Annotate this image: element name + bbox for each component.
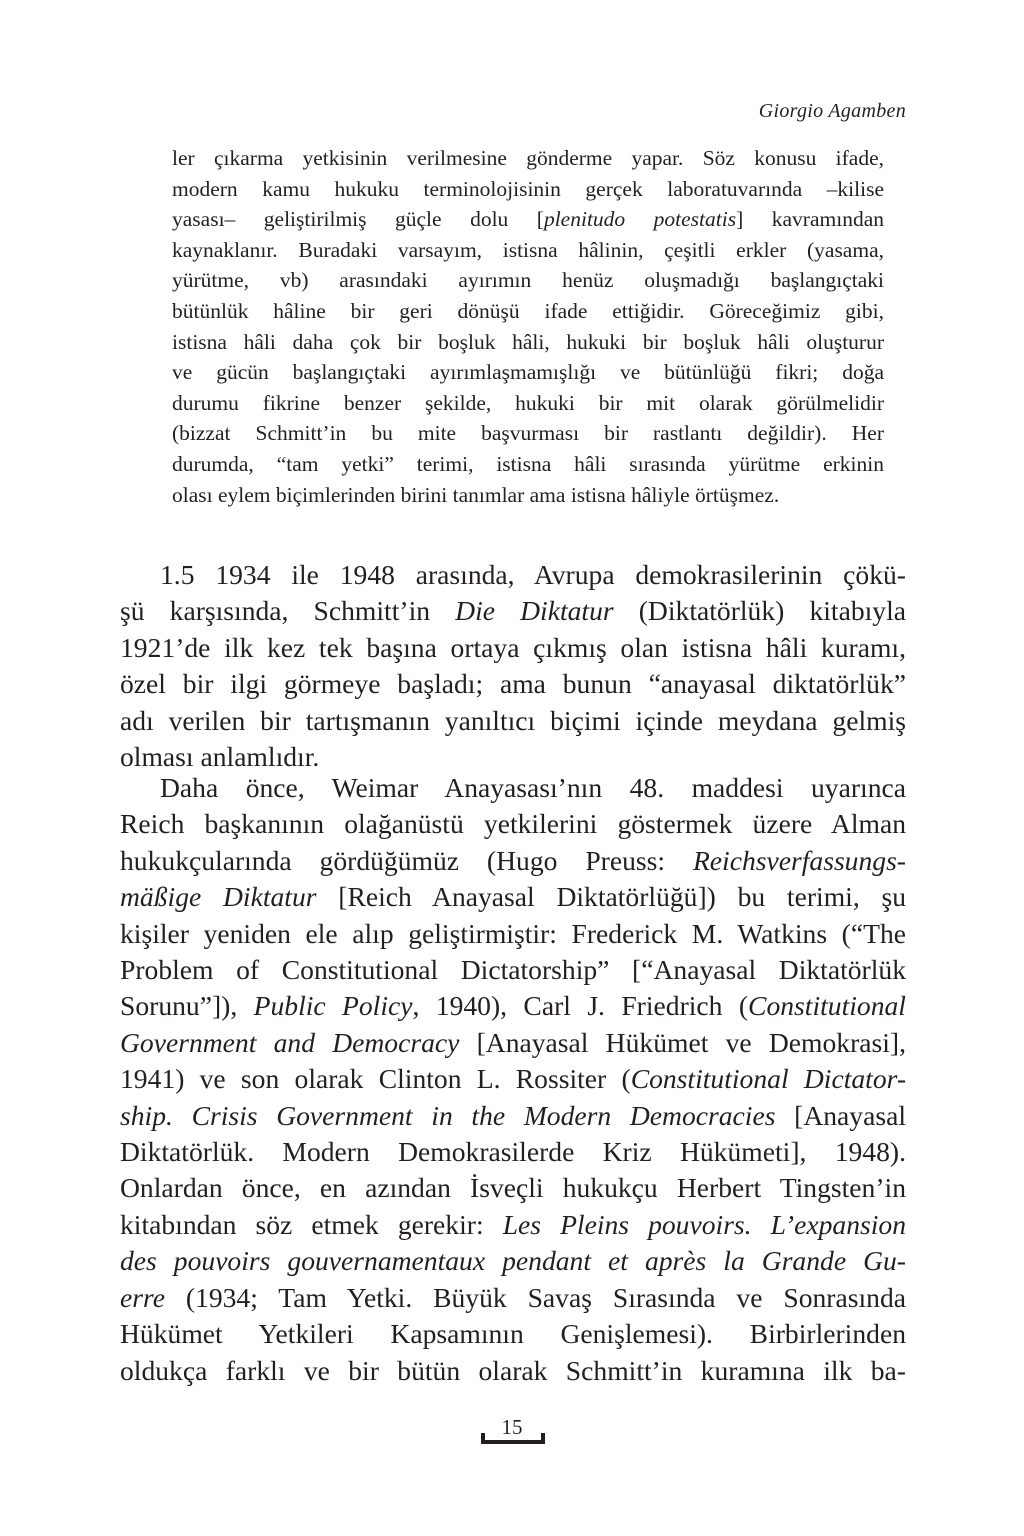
quote-line: istisna hâli daha çok bir boşluk hâli, hukuki bir boşluk hâli oluşturur	[172, 329, 884, 354]
paragraph-2	[120, 770, 906, 1389]
paragraph-2-line: ship. Crisis Government in the Modern Democracies [Anayasal	[120, 1099, 906, 1131]
paragraph-2-line: oldukça farklı ve bir bütün olarak Schmitt’in kuramına ilk ba-	[120, 1354, 906, 1386]
paragraph-2-line: des pouvoirs gouvernamentaux pendant et après la Grande Gu-	[120, 1245, 906, 1277]
paragraph-1-line: olması anlamlıdır.	[120, 741, 320, 773]
paragraph-2-line: Reich başkanının olağanüstü yetkilerini göstermek üzere Alman	[120, 808, 906, 840]
paragraph-2-line: mäßige Diktatur [Reich Anayasal Diktatörlüğü]) bu terimi, şu	[120, 881, 907, 913]
quote-line: yürütme, vb) arasındaki ayırımın henüz oluşmadığı başlangıçtaki	[172, 268, 884, 293]
quote-line: kaynaklanır. Buradaki varsayım, istisna hâlinin, çeşitli erkler (yasama,	[172, 237, 884, 262]
paragraph-2-line: hukukçularında gördüğümüz (Hugo Preuss: Reichsverfassungs-	[120, 844, 906, 876]
quote-line: durumda, “tam yetki” terimi, istisna hâli sırasında yürütme erkinin	[172, 451, 884, 476]
paragraph-1	[120, 557, 906, 775]
paragraph-2-line: Daha önce, Weimar Anayasası’nın 48. maddesi uyarınca	[160, 772, 906, 803]
paragraph-2-line: Hükümet Yetkileri Kapsamının Genişlemesi). Birbirlerinden	[120, 1318, 906, 1350]
paragraph-2-line: Diktatörlük. Modern Demokrasilerde Kriz Hükümeti], 1948).	[120, 1136, 906, 1168]
quote-line: olası eylem biçimlerinden birini tanımlar ama istisna hâliyle örtüşmez.	[172, 482, 780, 507]
paragraph-2-line: Government and Democracy [Anayasal Hükümet ve Demokrasi],	[120, 1026, 906, 1058]
quote-line: bütünlük hâline bir geri dönüşü ifade ettiğidir. Göreceğimiz gibi,	[172, 298, 884, 323]
paragraph-2-line: Problem of Constitutional Dictatorship” [“Anayasal Diktatörlük	[120, 954, 906, 986]
quote-line: ve gücün başlangıçtaki ayırımlaşmamışlığı ve bütünlüğü fikri; doğa	[172, 360, 884, 385]
paragraph-1-line: şü karşısında, Schmitt’in Die Diktatur (Diktatörlük) kitabıyla	[120, 595, 906, 627]
running-head-author: Giorgio Agamben	[758, 100, 906, 122]
paragraph-1-line: adı verilen bir tartışmanın yanıltıcı biçimi içinde meydana gelmiş	[120, 704, 906, 736]
quote-line: ler çıkarma yetkisinin verilmesine gönderme yapar. Söz konusu ifade,	[172, 146, 884, 170]
quote-line: (bizzat Schmitt’in bu mite başvurması bir rastlantı değildir). Her	[172, 421, 884, 446]
quote-line: durumu fikrine benzer şekilde, hukuki bir mit olarak görülmelidir	[172, 390, 884, 415]
paragraph-2-line: kişiler yeniden ele alıp geliştirmiştir: Frederick M. Watkins (“The	[120, 917, 906, 949]
paragraph-2-line: Onlardan önce, en azından İsveçli hukukçu Herbert Tingsten’in	[120, 1172, 906, 1204]
paragraph-2-line: 1941) ve son olarak Clinton L. Rossiter (Constitutional Dictator-	[120, 1063, 907, 1095]
paragraph-2-line: Sorunu”]), Public Policy, 1940), Carl J. Friedrich (Constitutional	[120, 990, 906, 1022]
quote-line: modern kamu hukuku terminolojisinin gerçek laboratuvarında –kilise	[172, 176, 884, 201]
paragraph-2-line: erre (1934; Tam Yetki. Büyük Savaş Sırasında ve Sonrasında	[120, 1281, 906, 1313]
paragraph-1-line: 1921’de ilk kez tek başına ortaya çıkmış olan istisna hâli kuramı,	[120, 631, 906, 663]
paragraph-1-line: 1.5 1934 ile 1948 arasında, Avrupa demokrasilerinin çökü-	[160, 559, 906, 590]
quote-line: yasası– geliştirilmiş güçle dolu [plenitudo potestatis] kavramından	[172, 207, 884, 232]
page-number: 15	[501, 1415, 523, 1439]
page-number-rule	[481, 1440, 545, 1444]
paragraph-2-line: kitabından söz etmek gerekir: Les Pleins pouvoirs. L’expansion	[120, 1208, 907, 1240]
block-quote	[172, 143, 884, 510]
paragraph-1-line: özel bir ilgi görmeye başladı; ama bunun “anayasal diktatörlük”	[120, 668, 906, 700]
